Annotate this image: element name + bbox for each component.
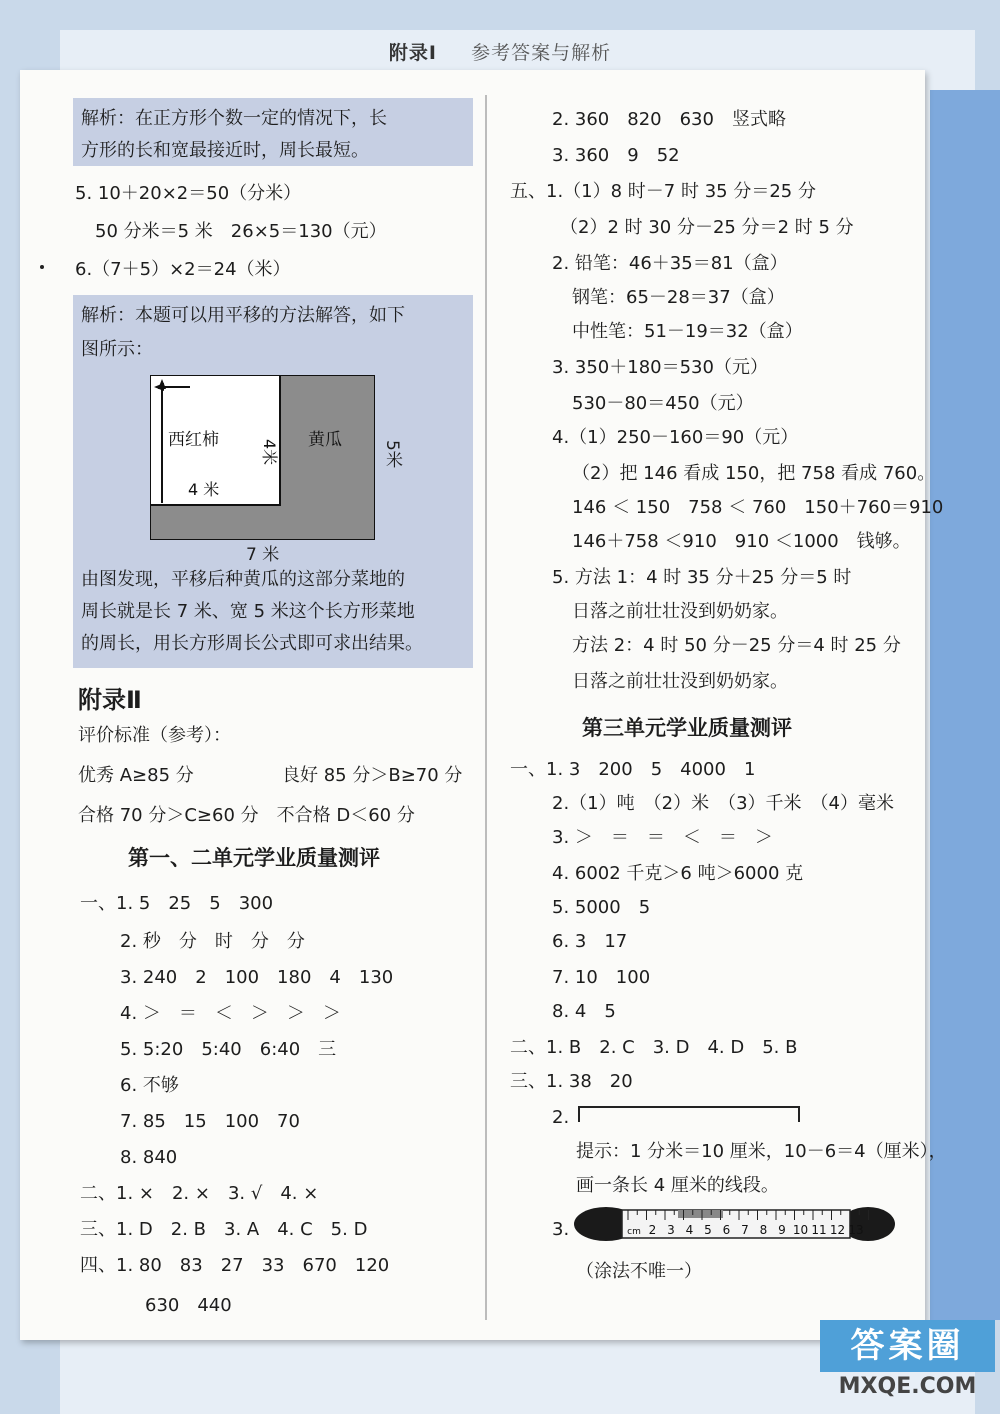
label-tomato: 西红柿 [168,430,219,450]
ruler-label: 4 [685,1223,694,1237]
ruler-figure [570,1200,900,1250]
left-q5b: 50 分米＝5 米 26×5＝130（元） [95,221,387,242]
logo-box: 答案圈 [820,1320,995,1372]
u3-line-8: 8. 4 5 [552,1001,616,1022]
r-line-1: 2. 360 820 630 竖式略 [552,109,786,130]
r-line-15: 日落之前壮壮没到奶奶家。 [572,601,788,622]
r-line-4: （2）2 时 30 分－25 分＝2 时 5 分 [560,217,854,238]
analysis-box-1 [73,98,473,166]
ruler-label: 7 [741,1223,749,1237]
u12-line-3: 3. 240 2 100 180 4 130 [120,967,394,988]
ruler-label: 3 [667,1223,675,1237]
analysis-2-line-2: 图所示： [81,339,153,360]
garden-figure [150,375,375,540]
r-line-2: 3. 360 9 52 [552,145,680,166]
r-line-3: 五、1.（1）8 时－7 时 35 分＝25 分 [510,181,816,202]
label-width-4: 4 米 [188,480,220,499]
label-height-5: 5米 [382,440,402,468]
u3-line-11: 2. [552,1107,570,1128]
u3-line-10: 三、1. 38 20 [510,1071,633,1092]
r-line-7: 中性笔：51－19＝32（盒） [572,321,803,342]
ruler-label: cm [627,1227,641,1237]
u12-line-12: 630 440 [145,1295,232,1316]
u3-line-9: 二、1. B 2. C 3. D 4. D 5. B [510,1037,798,1058]
header-title: 参考答案与解析 [471,42,612,64]
u12-line-5: 5. 5:20 5:40 6:40 三 [120,1039,337,1060]
ruler-shaded-part [678,1210,723,1218]
ruler-label: 9 [778,1223,786,1237]
u12-line-6: 6. 不够 [120,1075,179,1096]
ruler-label: 11 [811,1223,827,1237]
analysis-3-line-2: 周长就是长 7 米、宽 5 米这个长方形菜地 [81,601,415,622]
u12-line-7: 7. 85 15 100 70 [120,1111,300,1132]
left-q5a: 5. 10＋20×2＝50（分米） [75,183,302,204]
criteria-label: 评价标准（参考）： [78,725,231,746]
u3-line-4: 4. 6002 千克＞6 吨＞6000 克 [552,863,804,884]
u12-line-1: 一、1. 5 25 5 300 [80,893,274,914]
page-header [0,38,1000,65]
label-height-4: 4米 [260,439,279,466]
r-line-17: 日落之前壮壮没到奶奶家。 [572,671,788,692]
u12-line-4: 4. ＞ ＝ ＜ ＞ ＞ ＞ [120,1003,341,1024]
r-line-12: 146 ＜ 150 758 ＜ 760 150＋760＝910 [572,497,944,518]
left-q6: 6.（7＋5）×2＝24（米） [75,259,291,280]
ruler-label: 13 [848,1223,864,1237]
r-line-8: 3. 350＋180＝530（元） [552,357,768,378]
grade-pass-fail: 合格 70 分＞C≥60 分 不合格 D＜60 分 [78,805,415,826]
u12-line-2: 2. 秒 分 时 分 分 [120,931,305,952]
u12-line-8: 8. 840 [120,1147,178,1168]
r-line-16: 方法 2：4 时 50 分－25 分＝4 时 25 分 [572,635,901,656]
u12-line-9: 二、1. × 2. × 3. √ 4. × [80,1183,319,1204]
margin-dot [40,265,44,269]
watermark-logo [820,1320,995,1405]
u12-line-11: 四、1. 80 83 27 33 670 120 [80,1255,390,1276]
u3-line-12: 提示：1 分米＝10 厘米，10－6＝4（厘米）， [576,1141,947,1162]
r-line-13: 146＋758 ＜910 910 ＜1000 钱够。 [572,531,911,552]
grade-excellent: 优秀 A≥85 分 [78,765,194,786]
r-line-6: 钢笔：65－28＝37（盒） [572,287,785,308]
unit-1-2-title: 第一、二单元学业质量测评 [128,846,380,870]
analysis-1-line-1: 解析：在正方形个数一定的情况下，长 [81,108,387,129]
u3-line-15: （涂法不唯一） [576,1261,702,1282]
label-width-7: 7 米 [246,545,280,565]
logo-url: MXQE.COM [838,1374,977,1399]
ruler-label: 12 [829,1223,846,1237]
analysis-3-line-3: 的周长，用长方形周长公式即可求出结果。 [81,633,423,654]
analysis-3-line-1: 由图发现，平移后种黄瓜的这部分菜地的 [81,569,405,590]
r-line-5: 2. 铅笔：46＋35＝81（盒） [552,253,788,274]
ruler-label: 5 [704,1223,712,1237]
u3-line-13: 画一条长 4 厘米的线段。 [576,1175,779,1196]
r-line-14: 5. 方法 1：4 时 35 分＋25 分＝5 时 [552,567,852,588]
u12-line-10: 三、1. D 2. B 3. A 4. C 5. D [80,1219,368,1240]
header-prefix: 附录Ⅰ [388,42,437,64]
label-cucumber: 黄瓜 [308,430,342,450]
ruler-label: 10 [792,1223,809,1237]
analysis-1-line-2: 方形的长和宽最接近时，周长最短。 [81,140,369,161]
appendix-2-title: 附录Ⅱ [78,686,142,714]
u3-line-14: 3. [552,1219,570,1240]
line-segment-diagram [578,1106,800,1122]
u3-line-7: 7. 10 100 [552,967,651,988]
u3-line-2: 2.（1）吨 （2）米 （3）千米 （4）毫米 [552,793,894,814]
ruler-label: 6 [722,1223,731,1237]
r-line-9: 530－80＝450（元） [572,393,754,414]
analysis-2-line-1: 解析：本题可以用平移的方法解答，如下 [81,305,405,326]
column-divider [485,95,487,1320]
r-line-10: 4.（1）250－160＝90（元） [552,427,799,448]
grade-good: 良好 85 分＞B≥70 分 [282,765,463,786]
u3-line-1: 一、1. 3 200 5 4000 1 [510,759,756,780]
u3-line-3: 3. ＞ ＝ ＝ ＜ ＝ ＞ [552,827,773,848]
u3-line-6: 6. 3 17 [552,931,628,952]
ruler-label: 8 [759,1223,768,1237]
r-line-11: （2）把 146 看成 150，把 758 看成 760。 [572,463,936,484]
ruler-label: 2 [648,1223,657,1237]
unit-3-title: 第三单元学业质量测评 [582,716,792,740]
u3-line-5: 5. 5000 5 [552,897,651,918]
